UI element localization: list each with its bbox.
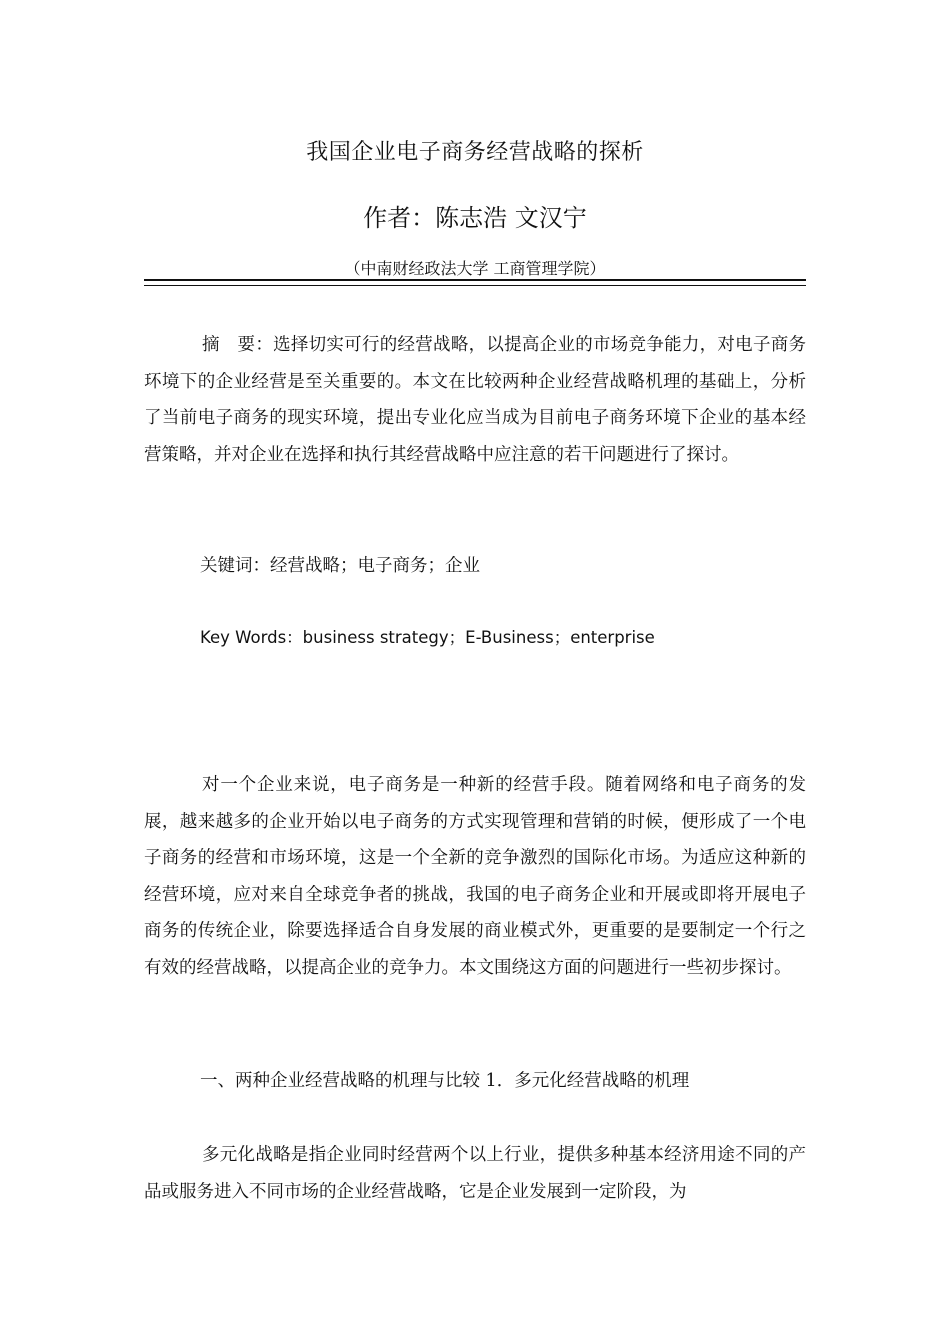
intro-paragraph: 对一个企业来说，电子商务是一种新的经营手段。随着网络和电子商务的发展，越来越多的企业开始以电子商务的方式实现管理和营销的时候，便形成了一个电子商务的经营和市场环境，这是一个全新的竞争激烈的国际化市场。为适应这种新的经营环境，应对来自全球竞争者的挑战，我国的电子商务企业和开展或即将开展电子商务的传统企业，除要选择适合自身发展的商业模式外，更重要的是要制定一个行之有效的经营战略，以提高企业的竞争力。本文围绕这方面的问题进行一些初步探讨。: [144, 775, 806, 978]
document-affiliation: （中南财经政法大学 工商管理学院）: [344, 259, 606, 278]
document-title: 我国企业电子商务经营战略的探析: [306, 140, 644, 165]
document-authors: 作者：陈志浩 文汉宁: [363, 204, 587, 232]
header-divider: [144, 279, 806, 286]
key-words-en-line: Key Words：business strategy；E-Business；enterprise: [200, 628, 655, 647]
keywords-line: 关键词：经营战略；电子商务；企业: [200, 556, 480, 576]
section-heading: 一、两种企业经营战略的机理与比较 1．多元化经营战略的机理: [200, 1071, 690, 1091]
abstract-paragraph: 摘 要：选择切实可行的经营战略，以提高企业的市场竞争能力，对电子商务环境下的企业经营是至关重要的。本文在比较两种企业经营战略机理的基础上，分析了当前电子商务的现实环境，提出专业化应当成为目前电子商务环境下企业的基本经营策略，并对企业在选择和执行其经营战略中应注意的若干问题进行了探讨。: [144, 335, 806, 465]
section-paragraph: 多元化战略是指企业同时经营两个以上行业，提供多种基本经济用途不同的产品或服务进入不同市场的企业经营战略，它是企业发展到一定阶段，为: [144, 1145, 806, 1202]
